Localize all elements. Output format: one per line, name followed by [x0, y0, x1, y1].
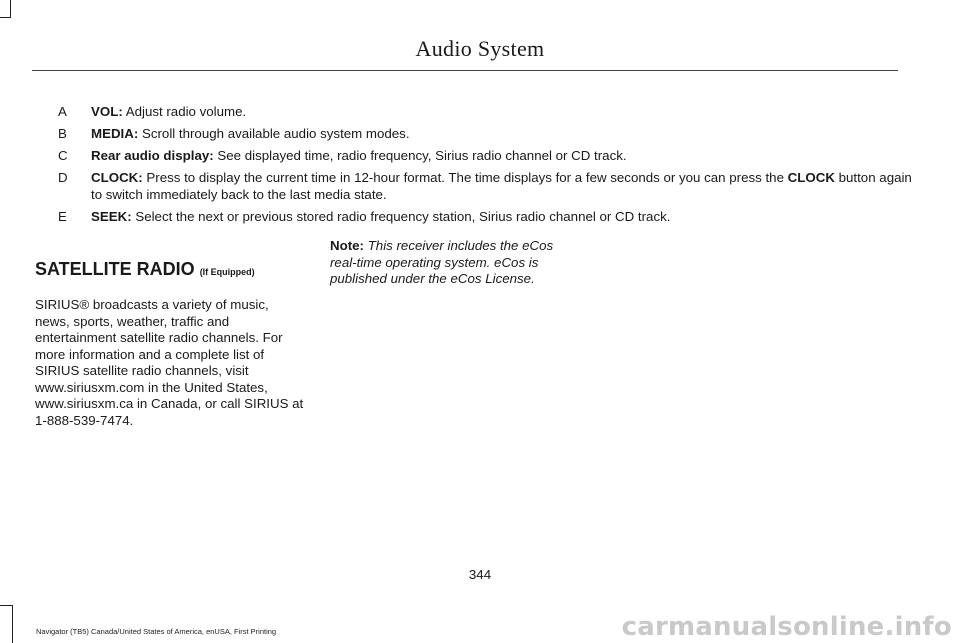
- list-item: [55, 208, 915, 225]
- item-body: [91, 125, 915, 142]
- control-list: [55, 103, 915, 230]
- list-item: [55, 147, 915, 164]
- header-divider: [32, 70, 898, 71]
- crop-mark-top-left-v: [10, 0, 11, 17]
- item-text: Scroll through available audio system modes.: [138, 126, 410, 141]
- item-inline-bold: CLOCK: [787, 170, 835, 185]
- section-heading-note: (If Equipped): [199, 267, 255, 277]
- item-letter: D: [58, 170, 68, 185]
- item-body: [91, 208, 915, 225]
- item-body: [91, 103, 915, 120]
- section-body: SIRIUS® broadcasts a variety of music, news, sports, weather, traffic and entertainment satellite radio channels. For more information and a complete list of SIRIUS satellite radio channels, visit www.siriusxm.com in the United States, www.siriusxm.ca in Canada, or call SIRIUS at 1-888-539-7474.: [35, 297, 304, 428]
- page-number: 344: [468, 567, 492, 582]
- note-label: Note:: [330, 238, 364, 253]
- item-text: Adjust radio volume.: [122, 104, 247, 119]
- item-letter: C: [58, 148, 68, 163]
- section-heading: [35, 258, 307, 283]
- item-letter: B: [58, 126, 67, 141]
- satellite-radio-section: [35, 258, 307, 429]
- item-text: See displayed time, radio frequency, Sirius radio channel or CD track.: [213, 148, 627, 163]
- item-letter: A: [58, 104, 67, 119]
- crop-mark-bottom-left-v: [12, 605, 13, 643]
- item-label: MEDIA:: [91, 126, 139, 141]
- footer-text: Navigator (TB5) Canada/United States of America, enUSA, First Printing: [36, 627, 277, 636]
- item-label: Rear audio display:: [91, 148, 214, 163]
- item-text-continued: button again to switch immediately back to the last media state.: [91, 170, 912, 202]
- item-body: [91, 169, 915, 203]
- list-item: [55, 103, 915, 120]
- item-label: CLOCK:: [91, 170, 143, 185]
- item-body: [91, 147, 915, 164]
- section-heading-text: SATELLITE RADIO: [35, 259, 195, 279]
- watermark: carmanualsonline.info: [621, 612, 952, 642]
- item-letter: E: [58, 209, 67, 224]
- list-item: [55, 169, 915, 203]
- item-text: Press to display the current time in 12-hour format. The time displays for a few seconds or you can press the: [142, 170, 788, 185]
- item-label: VOL:: [91, 104, 123, 119]
- crop-mark-top-left-h: [0, 17, 11, 18]
- note-block: [330, 238, 575, 288]
- note-text: This receiver includes the eCos real-time operating system. eCos is published under the eCos License.: [330, 238, 554, 286]
- list-item: [55, 125, 915, 142]
- item-label: SEEK:: [91, 209, 132, 224]
- page-title: Audio System: [415, 36, 545, 61]
- item-text: Select the next or previous stored radio frequency station, Sirius radio channel or CD track.: [131, 209, 671, 224]
